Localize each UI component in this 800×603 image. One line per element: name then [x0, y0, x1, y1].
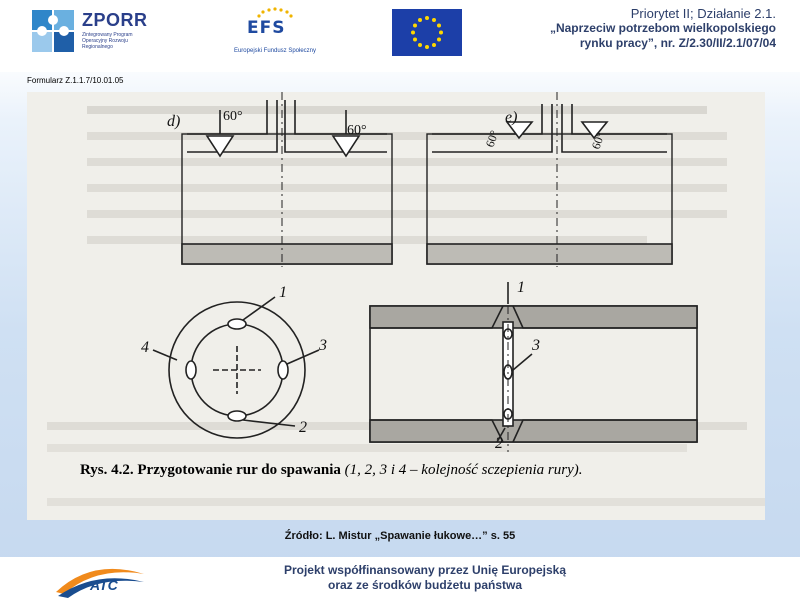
source-citation: Źródło: L. Mistur „Spawanie łukowe…” s. 55: [284, 530, 516, 542]
pipe-diagram: [27, 92, 765, 520]
angle-e-left: 60°: [482, 128, 502, 150]
label-e: e): [505, 109, 518, 126]
footer: [0, 557, 800, 600]
footer-line-1: Projekt współfinansowany przez Unię Europejską: [283, 563, 567, 577]
priority-info: [476, 6, 776, 51]
ring-section: [153, 297, 319, 438]
caption-prefix: Rys. 4.2. Przygotowanie rur do spawania: [80, 462, 341, 478]
ring-num-2: 2: [299, 419, 307, 436]
priority-line-3: rynku pracy”, nr. Z/2.30/II/2.1/07/04: [579, 36, 776, 50]
caption-italic: (1, 2, 3 i 4 – kolejność sczepienia rury).: [344, 462, 583, 478]
ring-num-4: 4: [141, 339, 149, 356]
footer-line-2: oraz ze środków budżetu państwa: [327, 578, 523, 592]
form-id: Formularz Z.1.1.7/10.01.05: [27, 76, 124, 85]
puzzle-icon: [30, 8, 78, 56]
pipe-side-view: [370, 282, 697, 452]
eu-flag: [392, 9, 462, 56]
scanned-figure: [27, 92, 765, 520]
ring-num-3: 3: [319, 337, 327, 354]
priority-line-2: „Naprzeciw potrzebom wielkopolskiego: [549, 21, 776, 35]
atc-logo: [52, 560, 147, 598]
angle-left: 60°: [223, 109, 243, 124]
figure-caption: [80, 462, 583, 479]
priority-line-1: Priorytet II; Działanie 2.1.: [630, 6, 776, 21]
efs-name: EFS: [247, 18, 286, 38]
zporr-name: ZPORR: [82, 10, 148, 30]
angle-right: 60°: [347, 123, 367, 138]
eu-stars-icon: [392, 9, 462, 56]
atc-text: ATC: [90, 577, 118, 593]
efs-subtitle: Europejski Fundusz Społeczny: [233, 48, 317, 54]
side-num-1: 1: [517, 279, 525, 296]
header: [0, 0, 800, 72]
footer-text: [210, 563, 640, 593]
side-num-2: 2: [495, 435, 503, 452]
efs-logo: [225, 6, 325, 62]
zporr-subtitle: Zintegrowany Program Operacyjny Rozwoju Regionalnego: [82, 32, 133, 50]
angle-e-right: 60°: [588, 130, 608, 152]
side-num-3: 3: [532, 337, 540, 354]
ring-num-1: 1: [279, 284, 287, 301]
label-d: d): [167, 113, 181, 130]
zporr-logo: [30, 8, 160, 60]
